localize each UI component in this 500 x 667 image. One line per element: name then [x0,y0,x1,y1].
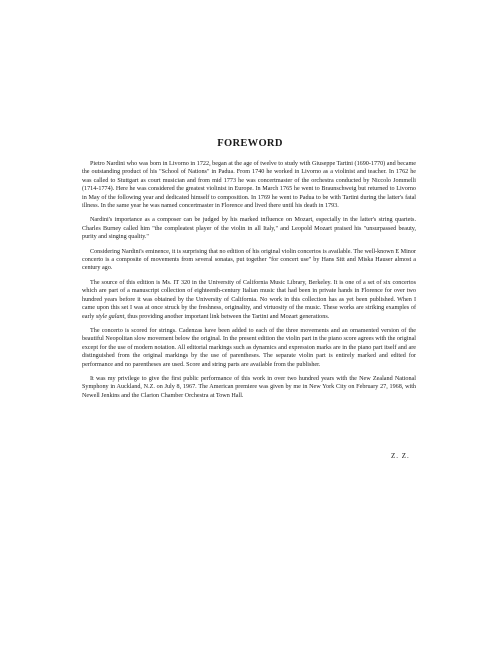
signature: Z. Z. [391,452,410,460]
paragraph-text: Considering Nardini's eminence, it is surprising that no edition of his original violin concertos is available. The well-known E Minor concerto is a composite of movements from several sonatas, put together "for concert use" by Hans Sitt and Miska Hauser almost a century ago. [82,248,416,272]
page-title: FOREWORD [217,138,283,149]
paragraph-text: Nardini's importance as a composer can be judged by his marked influence on Mozart, especially in the latter's string quartets. Charles Burney called him "the compleatest player of the violin in all Italy," and Leopold Mozart praised his "unsurpassed beauty, purity and singing quality." [82,217,416,241]
paragraph-italic-text: style galant [95,313,125,320]
paragraph-scoring [82,327,416,369]
paragraph-text: The concerto is scored for strings. Cadenzas have been added to each of the three movements and an ornamented version of the beautiful Neopolitan slow movement below the original. In the present edition the violin part in the piano score agrees with the original except for the use of modern notation. All editorial markings such as dynamics and expression marks are in the piano part itself and are distinguished from the original markings by the use of parentheses. The separate violin part is entirely marked and edited for performance and no parentheses are used. Score and string parts are available from the publisher. [82,327,416,368]
paragraph-text: , thus providing another important link between the Tartini and Mozart generations. [124,313,330,320]
paragraph-text: It was my privilege to give the first public performance of this work in over two hundred years with the New Zealand National Symphony in Auckland, N.Z. on July 8, 1967. The American premiere was given by me in New York City on February 27, 1968, with Newell Jenkins and the Clarion Chamber Orchestra at Town Hall. [82,375,416,399]
paragraph-editions [82,248,416,273]
paragraph-text: Pietro Nardini who was born in Livorno in 1722, began at the age of twelve to study with Giuseppe Tartini (1690-1770) and became the outstanding product of his "School of Nations" in Padua. From 1740 he worked in Livorno as a violinist and teacher. In 1762 he was called to Stuttgart as court musician and from mid 1773 he was concertmaster of the orchestra conducted by Niccolo Jommelli (1714-1774). Here he was considered the greatest violinist in Europe. In March 1765 he went to Braunschweig but returned to Livorno in May of the following year and dedicated himself to composition. In 1769 he went to Padua to be with Tartini during the latter's fatal illness. In the same year he was named concertmaster in Florence and lived there until his death in 1793. [82,161,416,210]
paragraph-performance [82,375,416,400]
paragraph-text: The source of this edition is Ms. IT 320 in the University of California Music Library, Berkeley. It is one of a set of six concertos which are part of a manuscript collection of eighteenth-century Italian music that had been in private hands in Florence for over two hundred years before it was obtained by the University of California. No work in this collection has as yet been published. When I came upon this set I was at once struck by the freshness, originality, and virtuosity of the music. These works are striking examples of early [82,279,416,320]
paragraph-biography [82,160,416,210]
paragraph-importance [82,216,416,241]
foreword-body [82,160,416,406]
paragraph-source [82,279,416,321]
